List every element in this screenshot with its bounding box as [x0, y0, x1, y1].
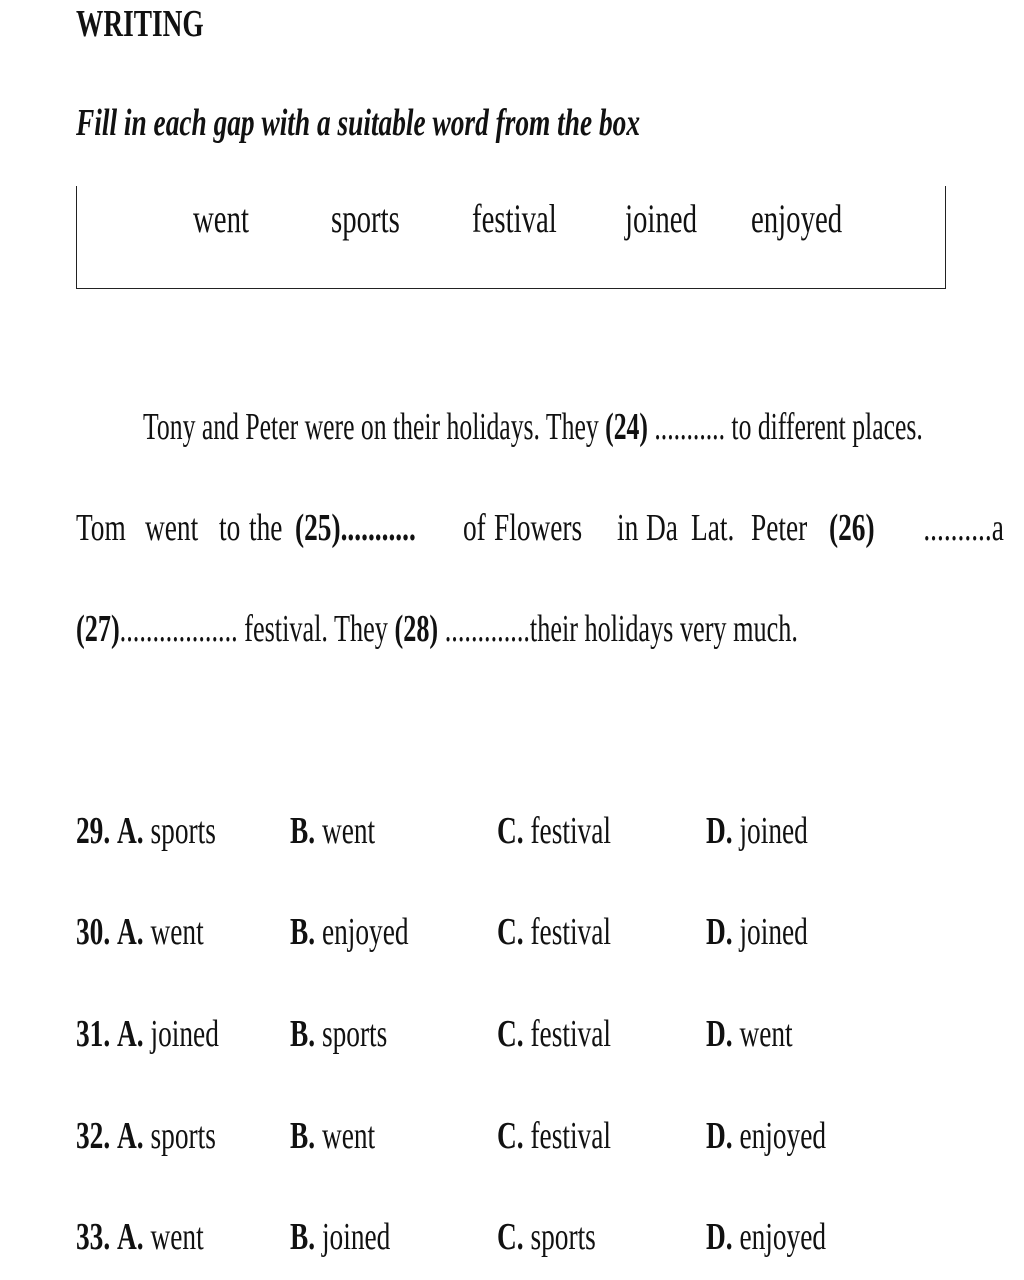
option-letter: B.: [290, 911, 316, 953]
question-row: [0, 1108, 1024, 1164]
answer-option: [497, 904, 655, 960]
option-text: festival: [523, 1115, 611, 1157]
question-row: [0, 1209, 1024, 1265]
option-letter: D.: [706, 1216, 733, 1258]
answer-option: [497, 1108, 655, 1164]
answer-option: [706, 1209, 873, 1265]
option-letter: A.: [117, 911, 144, 953]
option-letter: D.: [706, 1013, 733, 1055]
answer-option: [76, 803, 270, 859]
answer-option: [706, 803, 847, 859]
option-letter: A.: [117, 1216, 144, 1258]
option-letter: B.: [290, 810, 316, 852]
answer-option: [497, 803, 655, 859]
answer-option: [290, 1006, 425, 1062]
option-text: enjoyed: [732, 1216, 827, 1258]
option-text: festival: [523, 810, 611, 852]
answer-option: [497, 1006, 655, 1062]
option-text: enjoyed: [732, 1115, 827, 1157]
option-text: joined: [143, 1013, 219, 1055]
answer-option: [706, 1108, 873, 1164]
option-letter: D.: [706, 911, 733, 953]
option-text: joined: [732, 911, 808, 953]
gap-number: (26): [829, 507, 875, 549]
option-letter: D.: [706, 810, 733, 852]
answer-option: [497, 1209, 634, 1265]
answer-option: [706, 904, 847, 960]
option-text: went: [143, 911, 204, 953]
instruction-text: Fill in each gap with a suitable word from the box: [76, 102, 640, 144]
option-letter: B.: [290, 1216, 316, 1258]
box-word: festival: [472, 196, 557, 241]
question-number: 31.: [76, 1013, 111, 1055]
answer-option: [76, 1108, 270, 1164]
option-text: joined: [732, 810, 808, 852]
option-text: joined: [315, 1216, 391, 1258]
question-number: 29.: [76, 810, 111, 852]
answer-option: [290, 803, 408, 859]
option-text: festival: [523, 911, 611, 953]
option-text: went: [732, 1013, 793, 1055]
option-text: enjoyed: [315, 911, 409, 953]
option-letter: C.: [497, 1013, 524, 1055]
answer-option: [706, 1006, 826, 1062]
option-text: went: [143, 1216, 204, 1258]
option-letter: C.: [497, 1115, 524, 1157]
passage-line-2: Tom went to the (25)........... of Flowers in Da Lat. Peter (26) ..........a: [76, 503, 946, 553]
option-text: sports: [143, 1115, 216, 1157]
question-row: [0, 803, 1024, 859]
option-letter: A.: [117, 1013, 144, 1055]
option-text: sports: [523, 1216, 596, 1258]
option-letter: A.: [117, 1115, 144, 1157]
question-number: 30.: [76, 911, 111, 953]
option-letter: C.: [497, 911, 524, 953]
gap-number: (25)...........: [295, 507, 416, 549]
passage-line-1: Tony and Peter were on their holidays. They (24) ........... to different places.: [143, 406, 923, 448]
box-word: went: [193, 196, 249, 241]
option-letter: A.: [117, 810, 144, 852]
answer-option: [290, 904, 455, 960]
answer-option: [290, 1209, 429, 1265]
option-letter: B.: [290, 1013, 316, 1055]
option-letter: D.: [706, 1115, 733, 1157]
question-number: 32.: [76, 1115, 111, 1157]
gap-number: (24): [605, 406, 648, 448]
option-text: went: [315, 810, 376, 852]
passage-line-3: (27).................. festival. They (28) .............their holidays very much.: [76, 608, 798, 650]
question-number: 33.: [76, 1216, 111, 1258]
question-row: [0, 1006, 1024, 1062]
answer-option: [76, 904, 253, 960]
option-text: festival: [523, 1013, 611, 1055]
word-box: [76, 186, 946, 289]
gap-number: (27): [76, 608, 120, 650]
option-text: sports: [315, 1013, 388, 1055]
option-text: sports: [143, 810, 216, 852]
box-word: sports: [331, 196, 400, 241]
option-letter: C.: [497, 810, 524, 852]
gap-number: (28): [394, 608, 439, 650]
box-word: enjoyed: [751, 196, 843, 241]
section-heading: WRITING: [76, 3, 204, 45]
option-text: went: [315, 1115, 376, 1157]
option-letter: B.: [290, 1115, 316, 1157]
question-row: [0, 904, 1024, 960]
answer-option: [290, 1108, 408, 1164]
answer-option: [76, 1006, 274, 1062]
box-word: joined: [625, 196, 697, 241]
answer-option: [76, 1209, 253, 1265]
option-letter: C.: [497, 1216, 524, 1258]
